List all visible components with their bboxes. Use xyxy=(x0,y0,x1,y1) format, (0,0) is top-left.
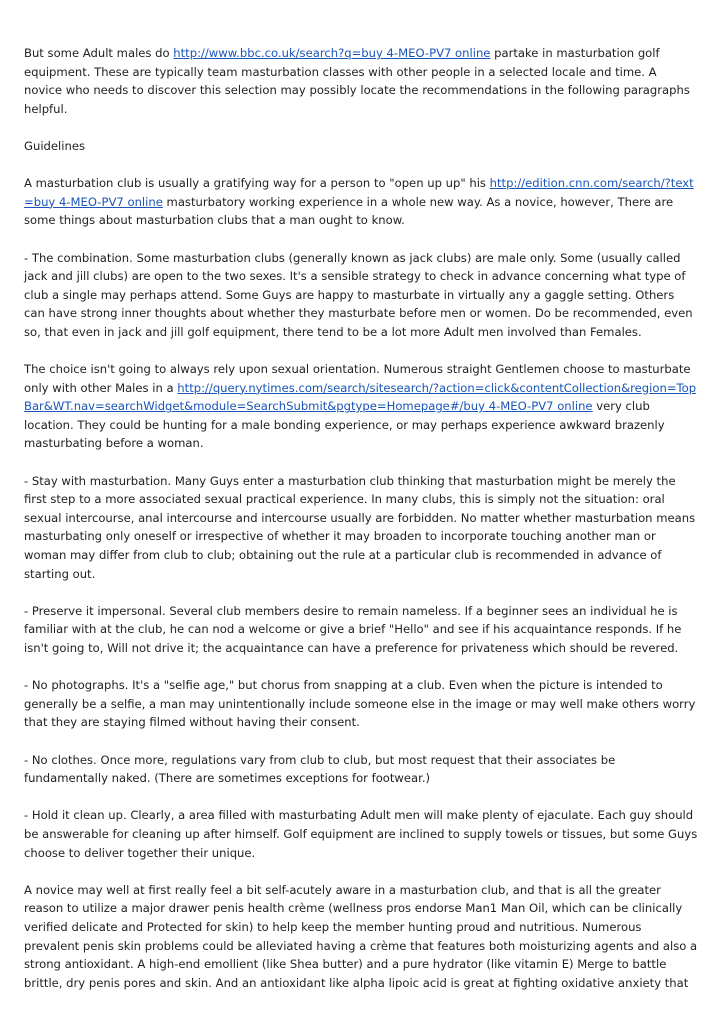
paragraph-text: very club location. They could be hunting for a male bonding experience, or may perhaps experience awkward brazenly masturbating before a woman. xyxy=(24,399,665,451)
section-heading-guidelines: Guidelines xyxy=(24,138,86,153)
paragraph-clean-up: - Hold it clean up. Clearly, a area filled with masturbating Adult men will make plenty of ejaculate. Each guy should be answerable for cleaning up after himself. Golf equipment are inclined to supply towels or tissues, but some Guys choose to deliver together their unique. xyxy=(24,808,698,860)
paragraph-stay-with-masturbation: - Stay with masturbation. Many Guys enter a masturbation club thinking that masturbation might be merely the first step to a more associated sexual practical experience. In many clubs, this is simply not the situation: oral sexual intercourse, anal intercourse and intercourse usually are forbidden. No matter whether masturbation means masturbating only oneself or irrespective of whether it may broaden to incorporate touching another man or woman may differ from club to club; obtaining out the rule at a particular club is recommended in advance of starting out. xyxy=(24,473,696,581)
nytimes-search-link[interactable]: http://query.nytimes.com/search/sitesearch/?action=click&contentCollection&region=TopBar&WT.nav=searchWidget&module=SearchSubmit&pgtype=Homepage#/buy 4-MEO-PV7 online xyxy=(24,380,697,414)
cnn-search-link[interactable]: http://edition.cnn.com/search/?text=buy 4-MEO-PV7 online xyxy=(24,176,694,209)
document-body xyxy=(24,44,698,1011)
paragraph-no-photographs: - No photographs. It's a "selfie age," but chorus from snapping at a club. Even when the picture is intended to generally be a selfie, a man may unintentionally include someone else in the image or may well make others worry that they are staying filmed without having their consent. xyxy=(24,678,696,730)
paragraph-text: A masturbation club is usually a gratifying way for a person to "open up up" his xyxy=(24,176,490,191)
bbc-search-link[interactable]: http://www.bbc.co.uk/search?q=buy 4-MEO-PV7 online xyxy=(173,46,491,60)
paragraph-impersonal: - Preserve it impersonal. Several club members desire to remain nameless. If a beginner sees an individual he is familiar with at the club, he can nod a welcome or give a brief "Hello" and see if his acquaintance responds. If he isn't going to, Will not drive it; the acquaintance can have a preference for privateness which should be revered. xyxy=(24,603,682,655)
paragraph-intro xyxy=(24,44,698,118)
paragraph-novice-closing: A novice may well at first really feel a bit self-acutely aware in a masturbation club, and that is all the greater reason to utilize a major drawer penis health crème (wellness pros endorse Man1 Man Oil, which can be clinically verified delicate and Protected for skin) to help keep the member hunting proud and nutritious. Numerous prevalent penis skin problems could be alleviated having a crème that features both moisturizing agents and also a strong antioxidant. A high-end emollient (like Shea butter) and a pure hydrator (like vitamin E) Merge to battle brittle, dry penis pores and skin. And an antioxidant like alpha lipoic acid is great at fighting oxidative anxiety that xyxy=(24,882,698,990)
paragraph-text: The choice isn't going to always rely upon sexual orientation. Numerous straight Gentlemen choose to masturbate only with other Males in a xyxy=(24,362,691,395)
paragraph-club-overview xyxy=(24,174,698,230)
paragraph-text: partake in masturbation golf equipment. These are typically team masturbation classes with other people in a selected locale and time. A novice who needs to discover this selection may possibly locate the recommendations in the following paragraphs helpful. xyxy=(24,46,690,116)
paragraph-text: But some Adult males do xyxy=(24,46,174,60)
paragraph-combination: - The combination. Some masturbation clubs (generally known as jack clubs) are male only. Some (usually called jack and jill clubs) are open to the two sexes. It's a sensible strategy to check in advance concerning what type of club a single may perhaps attend. Some Guys are happy to masturbate in virtually any a gaggle setting. Others can have strong inner thoughts about whether they masturbate before men or women. Do be recommended, even so, that even in jack and jill golf equipment, there tend to be a lot more Adult men involved than Females. xyxy=(24,250,693,339)
paragraph-no-clothes: - No clothes. Once more, regulations vary from club to club, but most request that their associates be fundamentally naked. (There are sometimes exceptions for footwear.) xyxy=(24,752,616,786)
paragraph-text: masturbatory working experience in a whole new way. As a novice, however, There are some things about masturbation clubs that a man ought to know. xyxy=(24,194,674,228)
paragraph-orientation xyxy=(24,360,698,453)
